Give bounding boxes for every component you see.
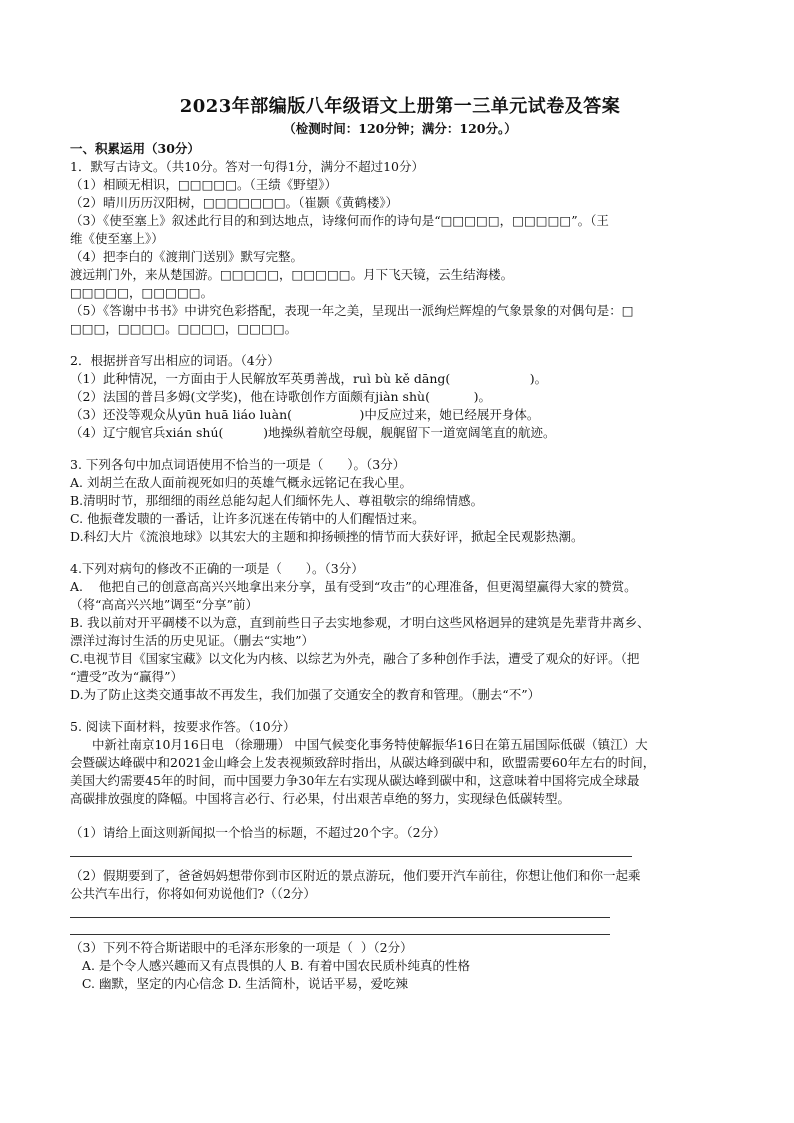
q4-option-a: A. 他把自己的创意高高兴兴地拿出来分享，虽有受到“攻击”的心理准备，但更渴望赢得大家的赞赏。 xyxy=(70,579,637,594)
q4-stem: 4.下列对病句的修改不正确的一项是（ ）。（3分） xyxy=(70,561,364,576)
news-paragraph: 美国大约需要45年的时间，而中国要力争30年左右实现从碳达峰到碳中和，这意味着中国将完成全球最 xyxy=(70,773,640,788)
q1-item: （2）晴川历历汉阳树，□□□□□□□。（崔颢《黄鹤楼》） xyxy=(70,195,399,210)
q1-item: （3）《使至塞上》叙述此行目的和到达地点，诗缘何而作的诗句是“□□□□□，□□□□□”。（王 xyxy=(70,213,609,228)
news-paragraph: 会暨碳达峰碳中和2021金山峰会上发表视频致辞时指出，从碳达峰到碳中和，欧盟需要60年左右的时间， xyxy=(70,755,656,770)
q5-sub3-options-cd: C. 幽默，坚定的内心信念 D. 生活简朴，说话平易，爱吃辣 xyxy=(70,976,408,991)
q1-item: （1）相顾无相识，□□□□□。（王绩《野望》） xyxy=(70,177,338,192)
q5-sub1: （1）请给上面这则新闻拟一个恰当的标题，不超过20个字。（2分） xyxy=(70,825,446,840)
q2-item: （3）还没等观众从yūn huā liáo luàn( )中反应过来，她已经展开身体。 xyxy=(70,407,540,422)
q3-option-a: A. 刘胡兰在敌人面前视死如归的英雄气概永远铭记在我心里。 xyxy=(70,475,412,490)
q3-option-c: C. 他振聋发聩的一番话，让许多沉迷在传销中的人们醒悟过来。 xyxy=(70,511,425,526)
q5-sub2-cont: 公共汽车出行，你将如何劝说他们?（（2分） xyxy=(70,886,316,901)
q5-stem: 5. 阅读下面材料，按要求作答。（10分） xyxy=(70,719,296,734)
q1-item: （4）把李白的《渡荆门送别》默写完整。 xyxy=(70,249,303,264)
page-title: 2023年部编版八年级语文上册第一三单元试卷及答案 xyxy=(179,96,621,117)
exam-subtitle: （检测时间：120分钟；满分：120分。） xyxy=(283,121,517,136)
q4-option-a-note: （将“高高兴兴地”调至“分享”前） xyxy=(70,597,259,612)
news-paragraph: 高碳排放强度的降幅。中国将言必行、行必果，付出艰苦卓绝的努力，实现绿色低碳转型。 xyxy=(70,791,571,806)
q5-sub3-options-ab: A. 是个令人感兴趣而又有点畏惧的人 B. 有着中国农民质朴纯真的性格 xyxy=(70,958,471,973)
exam-page xyxy=(70,96,730,993)
q2-item: （1）此种情况，一方面由于人民解放军英勇善战，ruì bù kě dāng( )。 xyxy=(70,371,548,386)
news-paragraph: 中新社南京10月16日电 （徐珊珊） 中国气候变化事务特使解振华16日在第五届国际低碳（镇江）大 xyxy=(92,737,648,752)
q1-item: □□□，□□□□。□□□□，□□□□。 xyxy=(70,321,298,336)
q2-stem: 2．根据拼音写出相应的词语。（4分） xyxy=(70,353,280,368)
q4-option-b: B. 我以前对开平碉楼不以为意，直到前些日子去实地参观，才明白这些风格迥异的建筑是先辈背井离乡、 xyxy=(70,615,650,630)
q1-item: （5）《答谢中书书》中讲究色彩搭配，表现一年之美，呈现出一派绚烂辉煌的气象景象的对偶句是：□ xyxy=(70,303,634,318)
q4-option-d: D.为了防止这类交通事故不再发生，我们加强了交通安全的教育和管理。（删去“不”） xyxy=(70,687,541,702)
q1-item: 维《使至塞上》） xyxy=(70,231,164,246)
section-heading: 一、积累运用（30分） xyxy=(70,141,200,156)
q3-option-b: B.清明时节，那细细的雨丝总能勾起人们缅怀先人、尊祖敬宗的绵绵情感。 xyxy=(70,493,484,508)
q5-sub3: （3）下列不符合斯诺眼中的毛泽东形象的一项是（ ）（2分） xyxy=(70,940,413,955)
q1-item: 渡远荆门外，来从楚国游。□□□□□，□□□□□。月下飞天镜，云生结海楼。 xyxy=(70,267,514,282)
q3-stem: 3. 下列各句中加点词语使用不恰当的一项是（ ）。（3分） xyxy=(70,457,406,472)
q4-option-b-note: 漂洋过海讨生活的历史见证。（删去“实地”） xyxy=(70,633,315,648)
q1-stem: 1．默写古诗文。（共10分。答对一句得1分，满分不超过10分） xyxy=(70,159,424,174)
q5-sub2: （2）假期要到了，爸爸妈妈想带你到市区附近的景点游玩，他们要开汽车前往，你想让他们和你一起乘 xyxy=(70,868,641,883)
q4-option-c: C.电视节目《国家宝藏》以文化为内核、以综艺为外壳，融合了多种创作手法，遭受了观众的好评。（把 xyxy=(70,651,640,666)
q1-item: □□□□□，□□□□□。 xyxy=(70,285,214,300)
q2-item: （2）法国的普吕多姆(文学奖)，他在诗歌创作方面颇有jiàn shù( )。 xyxy=(70,389,492,404)
q3-option-d: D.科幻大片《流浪地球》以其宏大的主题和抑扬顿挫的情节而大获好评，掀起全民观影热潮。 xyxy=(70,529,584,544)
q4-option-c-note: “遭受”改为“赢得”） xyxy=(70,669,184,684)
q2-item: （4）辽宁舰官兵xián shú( )地操纵着航空母舰，舰艉留下一道宽阔笔直的航迹。 xyxy=(70,425,556,440)
